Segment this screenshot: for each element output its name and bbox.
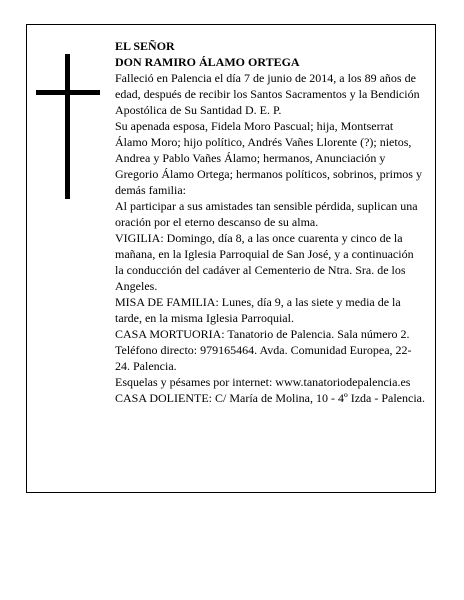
deceased-name: DON RAMIRO ÁLAMO ORTEGA: [115, 55, 300, 69]
funeral-home-info: CASA MORTUORIA: Tanatorio de Palencia. Sala número 2. Teléfono directo: 979165464. Avda. Comunidad Europea, 22-24. Palencia.: [115, 327, 412, 373]
vigil-info: VIGILIA: Domingo, día 8, a las once cuarenta y cinco de la mañana, en la Iglesia Parroquial de San José, y a continuación la conducción del cadáver al Cementerio de Ntra. Sra. de los Angeles.: [115, 231, 414, 293]
prayer-request: Al participar a sus amistades tan sensible pérdida, suplican una oración por el eterno descanso de su alma.: [115, 199, 418, 229]
online-condolences: Esquelas y pésames por internet: www.tanatoriodepalencia.es: [115, 375, 411, 389]
family-list: Su apenada esposa, Fidela Moro Pascual; hija, Montserrat Álamo Moro; hijo político, Andrés Vañes Llorente (?); nietos, Andrea y Pablo Vañes Álamo; hermanos, Anunciación y Gregorio Álamo Ortega; hermanos políticos, sobrinos, primos y demás familia:: [115, 119, 422, 197]
family-home-info: CASA DOLIENTE: C/ María de Molina, 10 - 4º Izda - Palencia.: [115, 391, 425, 405]
cross-icon: [36, 54, 100, 199]
obituary-title: EL SEÑOR: [115, 39, 175, 53]
death-notice: Falleció en Palencia el día 7 de junio de 2014, a los 89 años de edad, después de recibir los Santos Sacramentos y la Bendición Apostólica de Su Santidad D. E. P.: [115, 71, 420, 117]
family-mass-info: MISA DE FAMILIA: Lunes, día 9, a las siete y media de la tarde, en la misma Iglesia Parroquial.: [115, 295, 401, 325]
obituary-text: [115, 38, 425, 406]
